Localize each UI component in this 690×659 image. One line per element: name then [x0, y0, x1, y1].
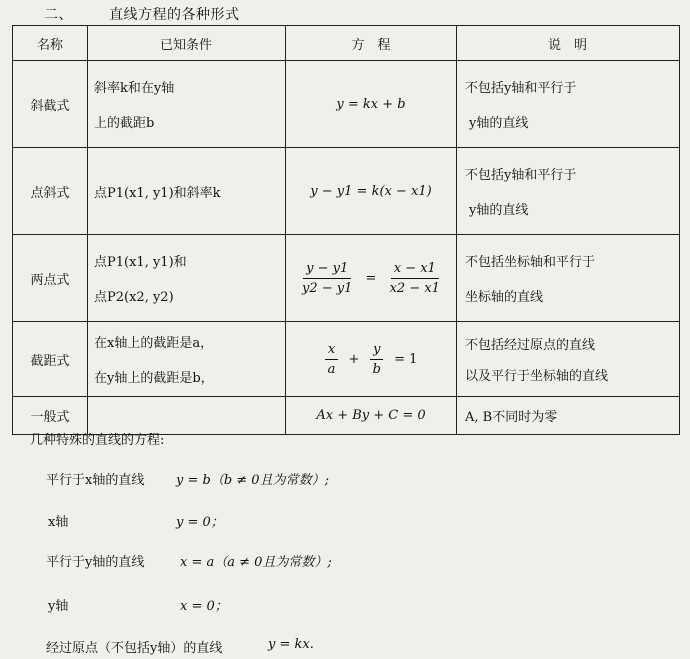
table-row	[13, 148, 680, 235]
table-row	[13, 235, 680, 322]
condition-line-2: 在y轴上的截距是b，	[94, 371, 214, 386]
condition-line-2: 上的截距b	[94, 116, 155, 131]
condition-line-1: 点P1(x1, y1)和斜率k	[94, 185, 221, 201]
header-name: 名称	[13, 26, 88, 61]
form-note: A, B不同时为零	[457, 397, 680, 435]
condition-line-1: 点P1(x1, y1)和	[94, 255, 187, 270]
condition-line-1: 斜率k和在y轴	[94, 81, 175, 96]
special-line-label: y轴	[48, 599, 69, 614]
form-name: 两点式	[13, 235, 88, 322]
table-row	[13, 322, 680, 397]
note-line-1: 不包括y轴和平行于	[465, 168, 577, 183]
equation-rhs: = 1	[394, 351, 418, 367]
special-line-label: 平行于y轴的直线	[46, 555, 145, 570]
lhs-denominator: y2 − y1	[302, 280, 353, 296]
form-equation: Ax + By + C = 0	[286, 397, 457, 435]
special-line-equation: x = a（a ≠ 0且为常数）;	[180, 555, 332, 570]
condition-line-2: 点P2(x2, y2)	[94, 290, 174, 305]
special-line-label: x轴	[48, 515, 69, 530]
special-line-equation: y = kx.	[268, 637, 314, 652]
form-note	[457, 235, 680, 322]
x-over-a-fraction	[325, 342, 339, 377]
note-line-1: 不包括经过原点的直线	[465, 338, 596, 353]
fraction-numerator: y	[370, 342, 383, 360]
note-line-1: 不包括y轴和平行于	[465, 81, 577, 96]
form-name: 点斜式	[13, 148, 88, 235]
form-condition	[88, 322, 286, 397]
special-line-label: 经过原点（不包括y轴）的直线	[46, 641, 223, 656]
section-title: 直线方程的各种形式	[108, 7, 240, 23]
y-over-b-fraction	[370, 342, 384, 377]
form-equation: y = kx + b	[286, 61, 457, 148]
note-line-1: 不包括坐标轴和平行于	[465, 255, 596, 270]
form-condition	[88, 235, 286, 322]
table-header-row	[13, 26, 680, 61]
header-equation: 方 程	[286, 26, 457, 61]
fraction-denominator: a	[327, 361, 336, 377]
lhs-numerator: y − y1	[303, 261, 351, 279]
form-condition	[88, 148, 286, 235]
form-name: 斜截式	[13, 61, 88, 148]
note-line-2: y轴的直线	[469, 116, 529, 131]
form-condition	[88, 61, 286, 148]
section-number: 二、	[44, 7, 73, 23]
lhs-fraction	[299, 261, 355, 296]
rhs-denominator: x2 − x1	[389, 280, 440, 296]
line-forms-table	[12, 25, 680, 435]
form-note	[457, 61, 680, 148]
note-line-2: y轴的直线	[469, 203, 529, 218]
form-name: 一般式	[13, 397, 88, 435]
condition-line-1: 在x轴上的截距是a，	[94, 336, 214, 351]
table-row	[13, 61, 680, 148]
form-equation	[286, 235, 457, 322]
form-note	[457, 148, 680, 235]
rhs-numerator: x − x1	[391, 261, 439, 279]
note-line-2: 以及平行于坐标轴的直线	[465, 369, 609, 384]
form-note	[457, 322, 680, 397]
special-line-equation: y = b（b ≠ 0且为常数）;	[176, 473, 329, 488]
special-lines-title: 几种特殊的直线的方程:	[30, 433, 165, 448]
section-heading	[44, 4, 239, 24]
header-condition: 已知条件	[88, 26, 286, 61]
plus-sign: +	[348, 351, 360, 367]
note-line-2: 坐标轴的直线	[465, 290, 544, 305]
special-line-equation: y = 0；	[176, 515, 224, 530]
form-name: 截距式	[13, 322, 88, 397]
fraction-numerator: x	[325, 342, 338, 360]
form-equation	[286, 322, 457, 397]
header-note: 说 明	[457, 26, 680, 61]
special-line-label: 平行于x轴的直线	[46, 473, 145, 488]
special-line-equation: x = 0；	[180, 599, 228, 614]
fraction-denominator: b	[372, 361, 381, 377]
equals-sign: =	[365, 270, 377, 286]
form-equation: y − y1 = k(x − x1)	[286, 148, 457, 235]
rhs-fraction	[387, 261, 443, 296]
